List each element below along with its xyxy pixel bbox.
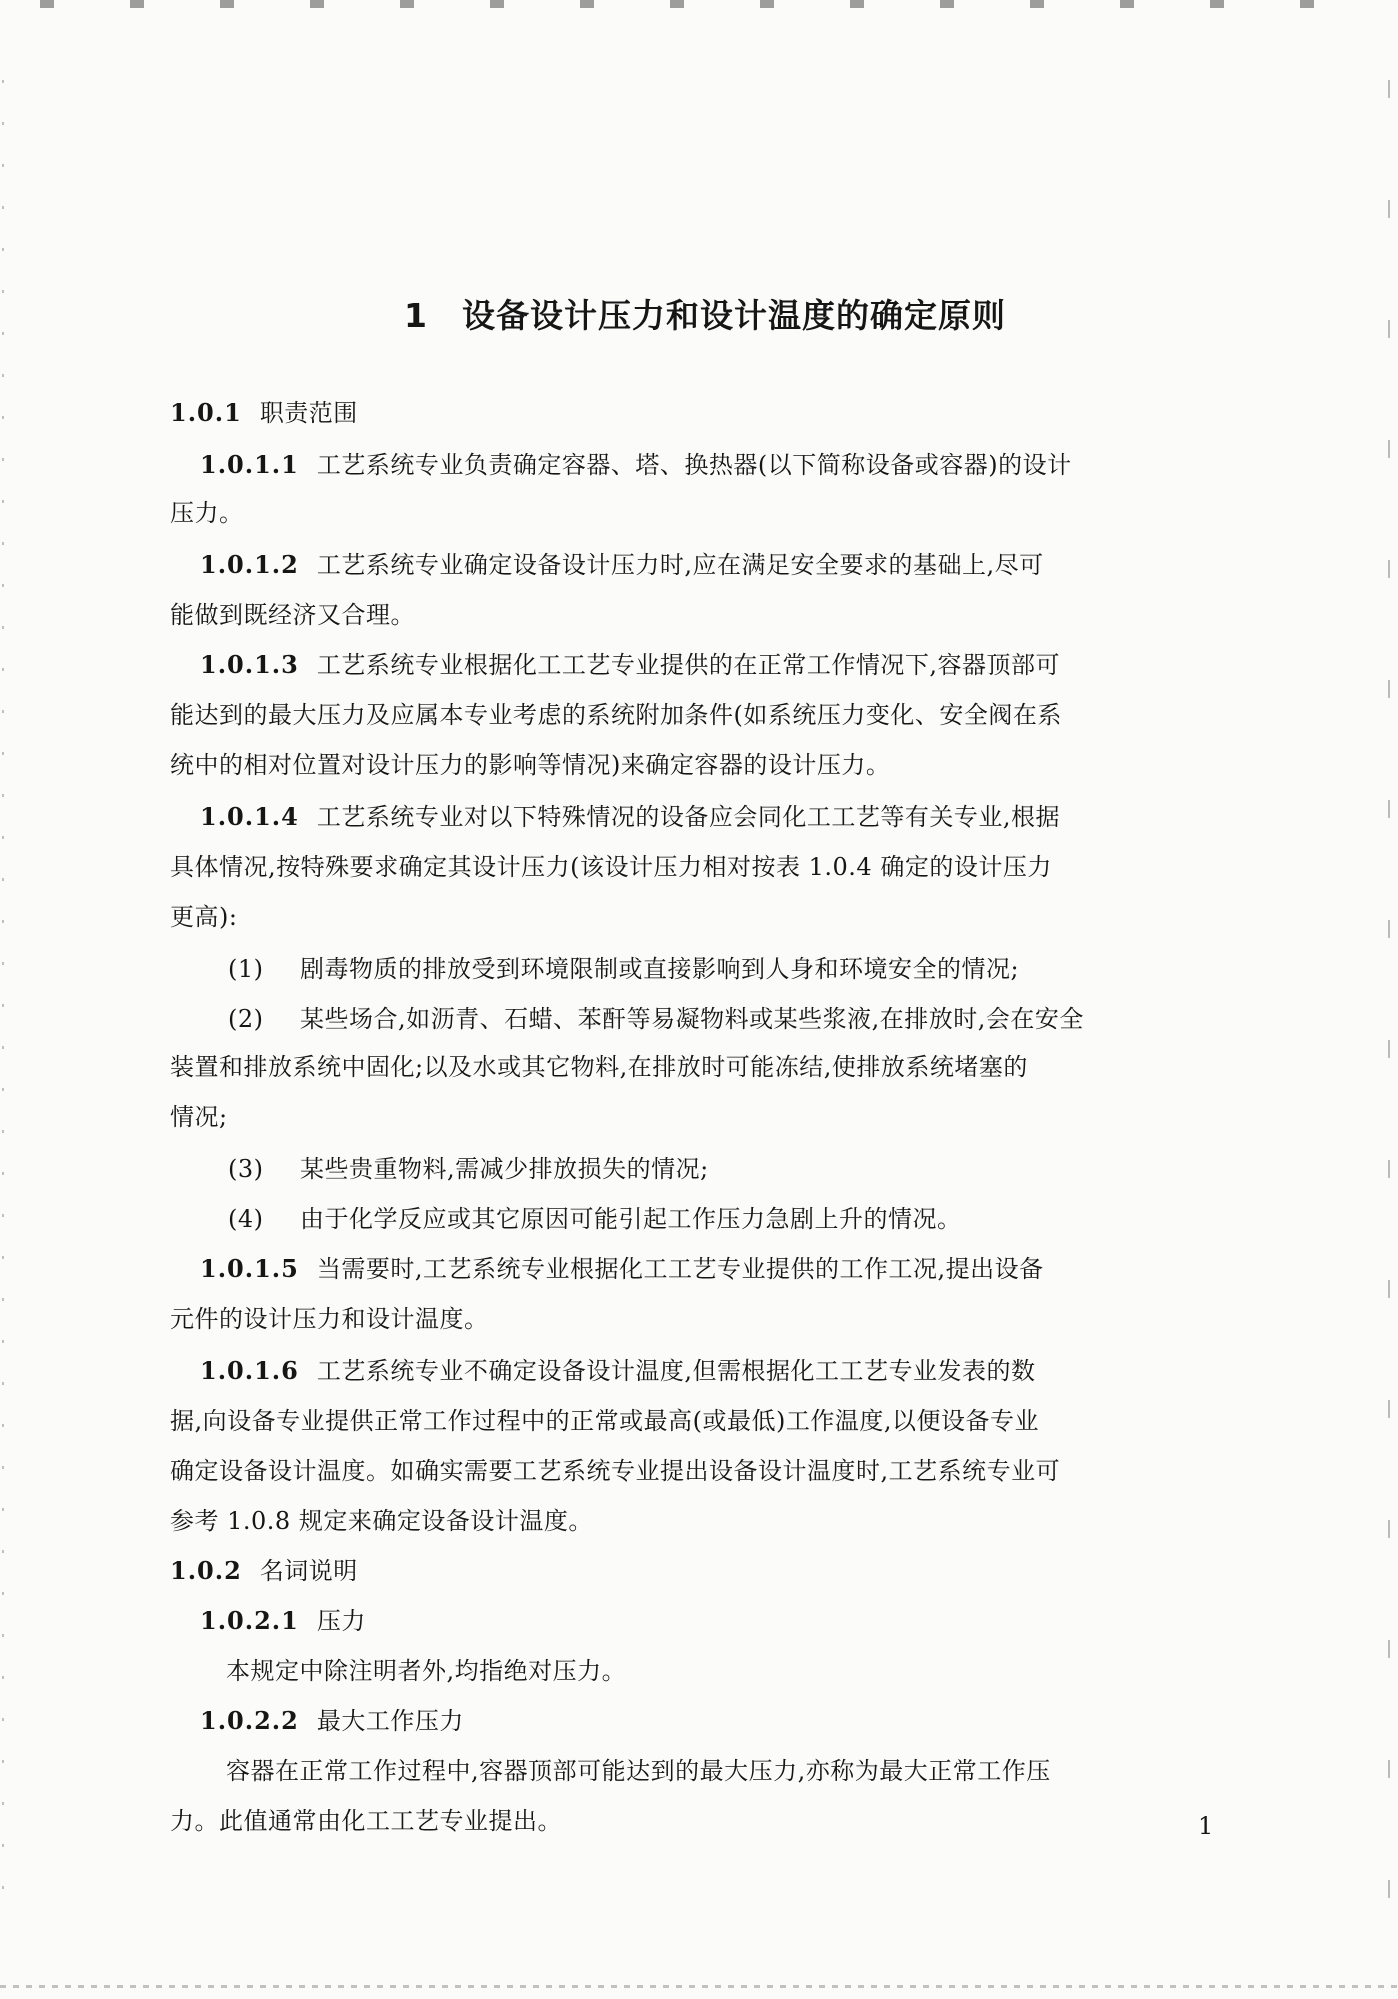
list-item-text: 某些贵重物料,需减少排放损失的情况; — [300, 1155, 709, 1183]
paragraph-line — [170, 852, 1240, 882]
paragraph-line — [170, 1102, 1240, 1132]
paragraph-line — [170, 1304, 1240, 1334]
heading-1-0-2-1 — [200, 1606, 1270, 1636]
list-item-text: 剧毒物质的排放受到环境限制或直接影响到人身和环境安全的情况; — [300, 955, 1020, 983]
clause-text: 当需要时,工艺系统专业根据化工工艺专业提供的工作工况,提出设备 — [316, 1255, 1044, 1283]
paragraph-line — [200, 550, 1270, 580]
scan-artifact-top — [40, 0, 1360, 8]
paragraph-text: 压力。 — [170, 499, 244, 527]
clause-text: 压力 — [316, 1607, 366, 1635]
clause-text: 工艺系统专业对以下特殊情况的设备应会同化工工艺等有关专业,根据 — [316, 803, 1061, 831]
list-item-number: (2) — [228, 1005, 264, 1033]
chapter-title — [170, 290, 1240, 337]
paragraph-line — [170, 1506, 1240, 1536]
paragraph-line — [170, 750, 1240, 780]
paragraph-text: 情况; — [170, 1103, 228, 1131]
scan-artifact-right — [1388, 80, 1390, 1900]
paragraph-line — [170, 600, 1240, 630]
list-item-text: 由于化学反应或其它原因可能引起工作压力急剧上升的情况。 — [300, 1205, 962, 1233]
paragraph-line — [170, 902, 1240, 932]
list-item — [228, 1204, 1238, 1234]
page-number: 1 — [1198, 1812, 1214, 1840]
clause-text: 工艺系统专业确定设备设计压力时,应在满足安全要求的基础上,尽可 — [316, 551, 1044, 579]
clause-text: 名词说明 — [259, 1557, 358, 1585]
paragraph-text: 容器在正常工作过程中,容器顶部可能达到的最大压力,亦称为最大正常工作压 — [226, 1757, 1051, 1785]
paragraph-line — [200, 650, 1270, 680]
heading-1-0-2 — [170, 1556, 1240, 1586]
clause-number: 1.0.1.6 — [200, 1356, 299, 1385]
paragraph-line — [226, 1756, 1238, 1786]
clause-number: 1.0.1.3 — [200, 650, 299, 679]
paragraph-text: 更高): — [170, 903, 238, 931]
paragraph-line — [170, 1806, 1240, 1836]
list-item — [228, 954, 1238, 984]
chapter-title-text: 设备设计压力和设计温度的确定原则 — [461, 296, 1006, 335]
list-item-text: 某些场合,如沥青、石蜡、苯酐等易凝物料或某些浆液,在排放时,会在安全 — [300, 1005, 1084, 1033]
paragraph-text: 力。此值通常由化工工艺专业提出。 — [170, 1807, 562, 1835]
paragraph-line — [200, 1254, 1270, 1284]
clause-text: 工艺系统专业不确定设备设计温度,但需根据化工工艺专业发表的数 — [316, 1357, 1036, 1385]
clause-number: 1.0.2.2 — [200, 1706, 299, 1735]
paragraph-line — [170, 498, 1240, 528]
scan-artifact-left — [2, 80, 4, 1900]
paragraph-line — [170, 700, 1240, 730]
paragraph-line — [200, 802, 1270, 832]
paragraph-text: 本规定中除注明者外,均指绝对压力。 — [226, 1657, 627, 1685]
paragraph-line — [170, 1406, 1240, 1436]
paragraph-text: 具体情况,按特殊要求确定其设计压力(该设计压力相对按表 1.0.4 确定的设计压力 — [170, 853, 1052, 881]
paragraph-line — [170, 1052, 1240, 1082]
paragraph-text: 统中的相对位置对设计压力的影响等情况)来确定容器的设计压力。 — [170, 751, 891, 779]
paragraph-line — [170, 1456, 1240, 1486]
clause-number: 1.0.1.2 — [200, 550, 299, 579]
clause-text: 工艺系统专业根据化工工艺专业提供的在正常工作情况下,容器顶部可 — [316, 651, 1061, 679]
paragraph-text: 参考 1.0.8 规定来确定设备设计温度。 — [170, 1507, 593, 1535]
list-item-number: (3) — [228, 1155, 264, 1183]
clause-number: 1.0.1.5 — [200, 1254, 299, 1283]
clause-text: 最大工作压力 — [316, 1707, 464, 1735]
paragraph-text: 确定设备设计温度。如确实需要工艺系统专业提出设备设计温度时,工艺系统专业可 — [170, 1457, 1061, 1485]
clause-number: 1.0.1.4 — [200, 802, 299, 831]
paragraph-line — [226, 1656, 1296, 1686]
paragraph-text: 能做到既经济又合理。 — [170, 601, 415, 629]
clause-text: 工艺系统专业负责确定容器、塔、换热器(以下简称设备或容器)的设计 — [316, 451, 1072, 479]
clause-number: 1.0.2 — [170, 1556, 242, 1585]
list-item-number: (1) — [228, 955, 264, 983]
list-item — [228, 1004, 1238, 1034]
paragraph-text: 元件的设计压力和设计温度。 — [170, 1305, 489, 1333]
clause-number: 1.0.2.1 — [200, 1606, 299, 1635]
heading-1-0-1 — [170, 398, 1240, 428]
clause-number: 1.0.1 — [170, 398, 242, 427]
list-item-number: (4) — [228, 1205, 264, 1233]
heading-1-0-2-2 — [200, 1706, 1270, 1736]
paragraph-line — [200, 450, 1240, 480]
list-item — [228, 1154, 1238, 1184]
chapter-number: 1 — [404, 296, 428, 335]
clause-number: 1.0.1.1 — [200, 450, 299, 479]
scan-artifact-bottom — [0, 1985, 1398, 1988]
paragraph-text: 据,向设备专业提供正常工作过程中的正常或最高(或最低)工作温度,以便设备专业 — [170, 1407, 1039, 1435]
paragraph-text: 装置和排放系统中固化;以及水或其它物料,在排放时可能冻结,使排放系统堵塞的 — [170, 1053, 1028, 1081]
paragraph-line — [200, 1356, 1270, 1386]
paragraph-text: 能达到的最大压力及应属本专业考虑的系统附加条件(如系统压力变化、安全阀在系 — [170, 701, 1062, 729]
clause-text: 职责范围 — [259, 399, 358, 427]
